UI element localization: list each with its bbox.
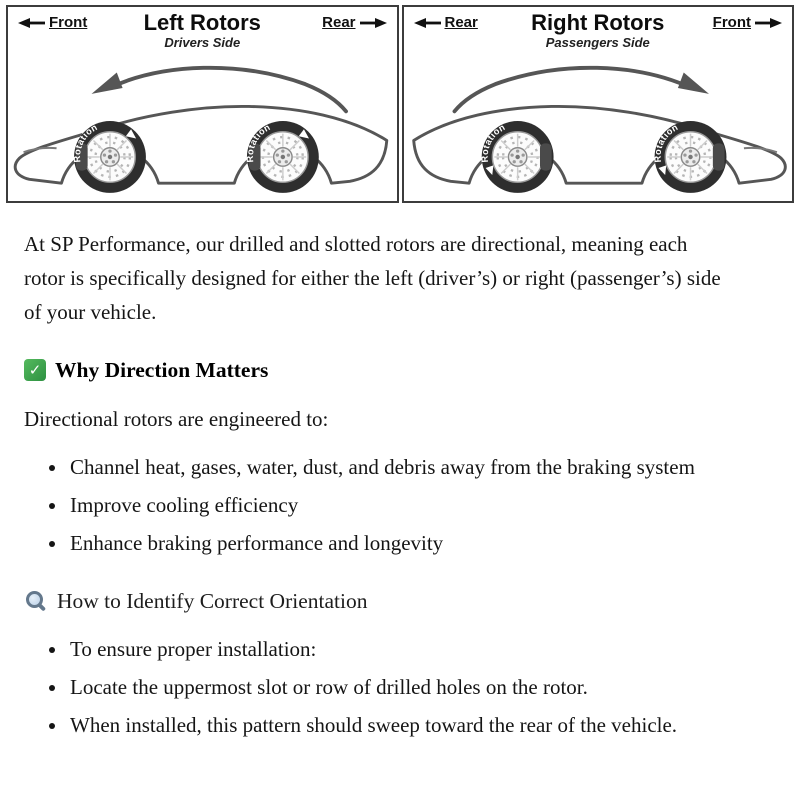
left-rotors-panel <box>6 5 399 203</box>
right-panel-header <box>404 7 793 55</box>
direction-label: Rear <box>322 14 356 31</box>
arrow-left-icon <box>414 18 442 28</box>
list-item: • Enhance braking performance and longevity <box>68 526 710 560</box>
panel-title: Right Rotors <box>531 10 665 35</box>
arrow-right-icon <box>359 18 387 28</box>
direction-label: Front <box>712 14 751 31</box>
section-heading-text: Why Direction Matters <box>55 357 269 382</box>
rotor-direction-figure <box>0 0 800 207</box>
check-badge-icon <box>24 359 46 381</box>
panel-subtitle: Drivers Side <box>164 35 241 51</box>
front-direction-indicator <box>18 14 87 31</box>
direction-label: Rear <box>444 14 478 31</box>
right-rotors-panel <box>402 5 795 203</box>
section1-lead: Directional rotors are engineered to: <box>24 406 329 431</box>
magnifier-icon <box>24 589 48 613</box>
rotation-label: Rotation <box>651 121 680 163</box>
rear-direction-indicator <box>414 14 478 31</box>
list-item: • When installed, this pattern should sweep toward the rear of the vehicle. <box>68 708 710 742</box>
article-body <box>0 207 800 787</box>
rotation-label: Rotation <box>71 121 100 163</box>
arrow-left-icon <box>18 18 46 28</box>
front-direction-indicator <box>713 14 782 31</box>
section1-bullet-list <box>24 450 776 560</box>
list-item: • Locate the uppermost slot or row of drilled holes on the rotor. <box>68 670 710 704</box>
direction-label: Front <box>49 14 88 31</box>
rotation-label: Rotation <box>244 121 273 163</box>
list-item: • To ensure proper installation: <box>68 632 710 666</box>
section-heading-why-direction-matters <box>24 353 776 388</box>
arrow-right-icon <box>754 18 782 28</box>
rotation-label: Rotation <box>479 121 507 163</box>
list-item: • Channel heat, gases, water, dust, and debris away from the braking system <box>68 450 710 484</box>
section-heading-identify-orientation <box>24 584 776 619</box>
right-car-illustration <box>404 55 793 201</box>
list-item: • Improve cooling efficiency <box>68 488 710 522</box>
panel-subtitle: Passengers Side <box>545 35 650 51</box>
rear-direction-indicator <box>322 14 386 31</box>
left-panel-header <box>8 7 397 55</box>
section2-bullet-list <box>24 632 776 742</box>
section-heading-text: How to Identify Correct Orientation <box>57 588 368 613</box>
intro-paragraph: At SP Performance, our drilled and slotted rotors are directional, meaning each rotor is specifically designed for either the left (driver’s) or right (passenger’s) side of your vehicle. <box>24 231 721 324</box>
panel-title: Left Rotors <box>143 10 261 35</box>
left-car-illustration <box>8 55 397 201</box>
